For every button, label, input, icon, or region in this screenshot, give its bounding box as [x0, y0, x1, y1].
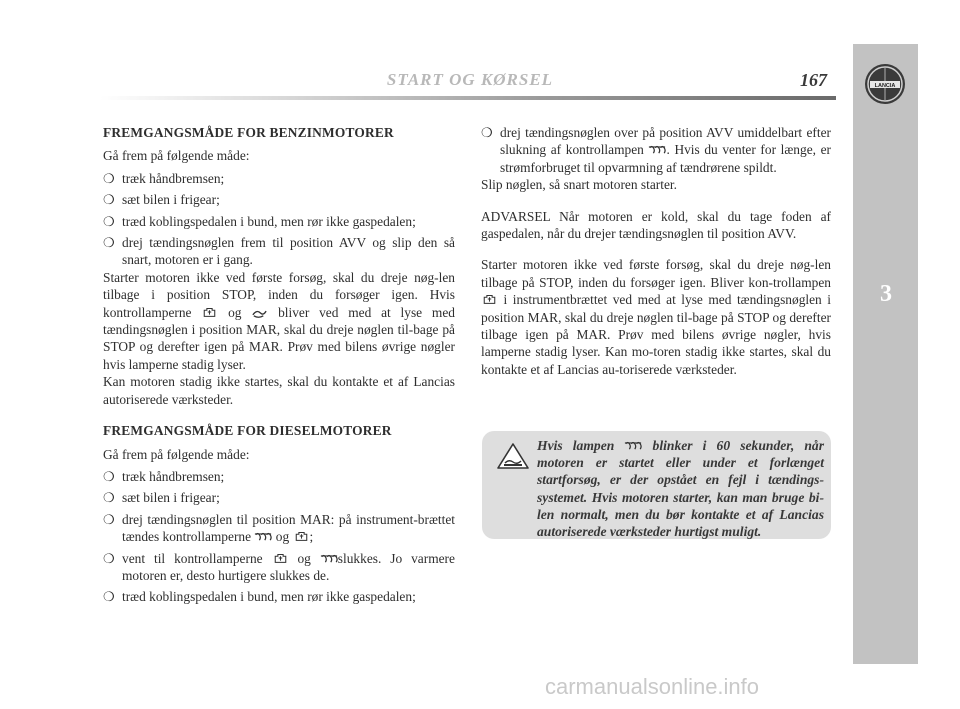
advarsel-text: ADVARSEL Når motoren er kold, skal du tage foden af gaspedalen, når du drejer tændingsnøglen til position AVV. [481, 208, 831, 242]
engine-warning-icon [481, 292, 498, 306]
header-rule [100, 96, 836, 100]
benzin-heading: FREMGANGSMÅDE FOR BENZINMOTORER [103, 125, 394, 140]
watermark: carmanualsonline.info [545, 674, 760, 699]
bullet-icon: ❍ [103, 511, 115, 527]
bullet-icon: ❍ [103, 192, 115, 208]
bullet-icon: ❍ [103, 170, 115, 186]
diesel-step: ❍ sæt bilen i frigear; [103, 490, 220, 506]
diesel-step: ❍ træk håndbremsen; [103, 468, 225, 484]
diesel-step: ❍ drej tændingsnøglen til position MAR: på instrument-brættet tændes kontrollamperne og ; [103, 511, 455, 545]
bullet-icon: ❍ [103, 468, 115, 484]
benzin-step: ❍ træk håndbremsen; [103, 170, 225, 186]
diesel-heading: FREMGANGSMÅDE FOR DIESELMOTORER [103, 423, 392, 439]
logo-text: LANCIA [874, 83, 896, 89]
bullet-icon: ❍ [103, 235, 115, 251]
engine-warning-icon [293, 529, 310, 543]
glow-plug-icon [254, 532, 272, 543]
bullet-icon: ❍ [103, 589, 115, 605]
benzin-paragraph-retry: Starter motoren ikke ved første forsøg, skal du dreje nøg-len tilbage i position STOP, inden du forsøger igen. Hvis kontrollamperne og bliver ved med at lyse med tændingsnøglen i position MAR, skal du dreje nøglen til-bage på STOP og derefter igen på MAR. Prøv med bilens øvrige nøgler hvis lamperne stadig lyser. [103, 269, 455, 372]
glow-plug-icon [648, 145, 666, 156]
immobilizer-icon [251, 307, 268, 319]
benzin-step: ❍ drej tændingsnøglen frem til position AVV og slip den så snart, motoren er i gang. [103, 235, 455, 268]
lancia-logo-icon [864, 63, 906, 105]
release-key-text: Slip nøglen, så snart motoren starter. [481, 177, 677, 193]
diesel-step-continued: ❍ drej tændingsnøglen over på position AVV umiddelbart efter slukning af kontrollampen . Hvis du venter for længe, er strømforbruget til opvarmning af tændrørene spildt. [481, 125, 831, 175]
retry-paragraph: Starter motoren ikke ved første forsøg, skal du dreje nøg-len tilbage på STOP, inden du forsøger igen. Bliver kon-trollampen i instrumentbrættet ved med at lyse med tændingsnøglen i position MAR, skal du dreje nøglen til-bage på STOP og derefter tilbage igen på MAR. Prøv med bilens øvrige nøgler, hvis lamperne stadig lyser. Kan mo-toren stadig ikke startes, skal du kontakte et af Lancias au-toriserede værksteder. [481, 257, 831, 377]
bullet-icon: ❍ [103, 550, 115, 566]
bullet-icon: ❍ [103, 213, 115, 229]
engine-warning-icon [272, 551, 289, 565]
chapter-sidebar [853, 44, 918, 664]
page-number: 167 [800, 70, 827, 90]
benzin-step: ❍ sæt bilen i frigear; [103, 192, 220, 208]
glow-plug-icon [624, 441, 642, 452]
benzin-intro: Gå frem på følgende måde: [103, 148, 250, 164]
bullet-icon: ❍ [481, 125, 493, 140]
benzin-step: ❍ træd koblingspedalen i bund, men rør ikke gaspedalen; [103, 213, 416, 229]
diesel-step: ❍ træd koblingspedalen i bund, men rør ikke gaspedalen; [103, 589, 416, 605]
engine-warning-icon [201, 305, 218, 319]
benzin-paragraph-contact: Kan motoren stadig ikke startes, skal du kontakte et af Lancias autoriserede værksteder. [103, 374, 455, 407]
glow-plug-icon [320, 554, 338, 565]
right-column [481, 124, 831, 378]
header-title: START OG KØRSEL [386, 70, 554, 89]
diesel-step: ❍ vent til kontrollamperne og slukkes. Jo varmere motoren er, desto hurtigere slukkes de. [103, 550, 455, 583]
warning-text: Hvis lampen blinker i 60 sekunder, når motoren er startet eller under et forlænget startforsøg, er der opstået en fejl i tændings-systemet. Hvis motoren starter, kan man bruge bi-len normalt, men du bør kontakte et af Lancias autoriserede værksteder hurtigst muligt. [537, 438, 824, 540]
left-column [103, 124, 455, 610]
diesel-intro: Gå frem på følgende måde: [103, 446, 250, 462]
chapter-number: 3 [880, 281, 892, 307]
bullet-icon: ❍ [103, 490, 115, 506]
